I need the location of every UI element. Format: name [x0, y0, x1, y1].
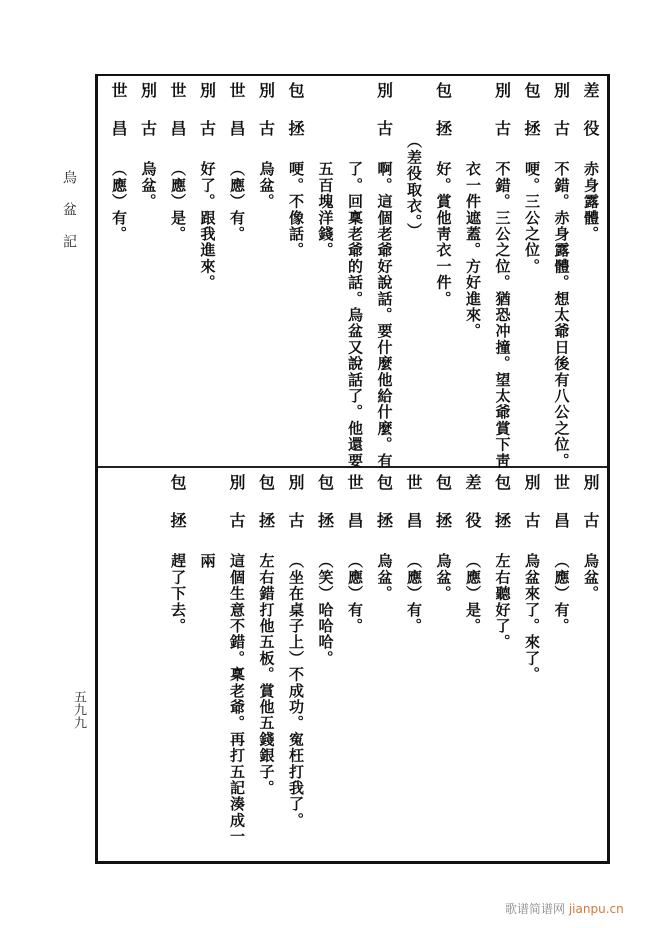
line-text: （應）有。 [346, 553, 364, 634]
bottom-panel [100, 474, 605, 859]
line-text: 哽。三公之位。 [523, 161, 541, 275]
script-line-continuation [192, 474, 222, 859]
line-text: （應）有。 [405, 553, 423, 634]
speaker-name: 包拯 [168, 474, 187, 550]
line-text: 這個生意不錯。稟老爺。再打五記湊成一 [228, 553, 246, 845]
line-text: （差役取衣。） [405, 133, 423, 239]
script-line [222, 474, 252, 859]
line-text: 好了。跟我進來。 [198, 161, 217, 291]
speaker-name: 包拯 [256, 474, 276, 550]
speaker-name: 別古 [551, 82, 571, 158]
line-text: 兩 [198, 553, 217, 570]
speaker-name: 世昌 [345, 474, 364, 550]
speaker-name: 世昌 [168, 82, 187, 158]
script-line [310, 474, 340, 859]
speaker-name: 別古 [286, 474, 305, 550]
script-line [340, 474, 370, 859]
page-number: 五九九 [71, 690, 86, 729]
speaker-name: 世昌 [551, 474, 571, 550]
script-line [487, 82, 517, 469]
speaker-name: 包拯 [374, 474, 394, 550]
script-line [399, 474, 429, 859]
speaker-name: 世昌 [109, 82, 128, 158]
speaker-name: 別古 [492, 82, 512, 158]
speaker-name: 包拯 [433, 474, 453, 550]
line-text: 不錯。三公之位。猶恐冲撞。望太爺賞下靑 [493, 161, 512, 469]
line-text: 烏盆。 [582, 553, 600, 602]
line-text: 烏盆。 [434, 553, 453, 602]
line-text: 烏盆。 [375, 553, 394, 602]
watermark-site-name: 歌谱简谱网 [505, 902, 566, 916]
speaker-name: 別古 [522, 474, 541, 550]
script-line [133, 82, 163, 462]
speaker-name: 世昌 [227, 82, 246, 158]
line-text: 烏盆。 [139, 161, 158, 210]
line-text: 好。賞他靑衣一件。 [434, 161, 453, 307]
speaker-name: 差役 [463, 474, 482, 550]
script-line [428, 82, 458, 462]
line-text: （應）有。 [228, 161, 246, 242]
speaker-name: 別古 [374, 82, 394, 158]
script-line-continuation [340, 82, 370, 469]
script-line [576, 474, 606, 859]
speaker-name: 世昌 [404, 474, 423, 550]
script-line [251, 82, 281, 462]
line-text: 左右聽好了。 [493, 553, 512, 651]
script-line [458, 474, 488, 859]
script-line [163, 474, 193, 859]
speaker-name: 差役 [581, 82, 600, 158]
margin-title: 烏盆記 [61, 170, 77, 266]
line-text: （笑）哈哈哈。 [316, 553, 335, 667]
speaker-name: 包拯 [433, 82, 453, 158]
speaker-name: 包拯 [286, 82, 305, 158]
line-text: （坐在桌子上）不成功。寃枉打我了。 [287, 553, 305, 829]
speaker-name: 別古 [581, 474, 600, 550]
line-text: 衣一件遮蓋。方好進來。 [464, 161, 482, 340]
watermark-url: jianpu.cn [568, 902, 624, 916]
script-line [517, 82, 547, 462]
line-text: 不錯。赤身露體。想太爺日後有八公之位。 [552, 161, 571, 469]
script-line-continuation [310, 82, 340, 462]
line-text: 哽。不像話。 [287, 161, 305, 259]
script-line [222, 82, 252, 462]
script-line [576, 82, 606, 462]
line-text: （應）有。 [110, 161, 128, 242]
script-line [546, 82, 576, 469]
script-line [487, 474, 517, 859]
stage-direction [399, 54, 429, 434]
line-text: 五百塊洋錢。 [316, 161, 335, 259]
line-text: 了。回稟老爺的話。烏盆又說話了。他還要 [346, 161, 364, 469]
line-text: 赤身露體。 [582, 161, 600, 242]
speaker-name: 別古 [138, 82, 158, 158]
line-text: 烏盆。 [257, 161, 276, 210]
script-line [281, 474, 311, 859]
speaker-name: 包拯 [315, 474, 335, 550]
speaker-name: 別古 [227, 474, 246, 550]
line-text: 烏盆來了。來了。 [523, 553, 541, 683]
script-line-continuation [458, 82, 488, 462]
line-text: 趕了下去。 [169, 553, 187, 634]
line-text: 左右錯打他五板。賞他五錢銀子。 [257, 553, 276, 796]
script-line [428, 474, 458, 859]
script-line [192, 82, 222, 462]
speaker-name: 包拯 [522, 82, 541, 158]
script-line [281, 82, 311, 462]
line-text: （應）有。 [552, 553, 571, 634]
script-line [369, 82, 399, 469]
top-panel [100, 82, 605, 469]
script-line [546, 474, 576, 859]
speaker-name: 別古 [256, 82, 276, 158]
script-line [369, 474, 399, 859]
script-line [517, 474, 547, 859]
line-text: （應）是。 [169, 161, 187, 242]
script-line [163, 82, 193, 462]
script-line [104, 82, 134, 462]
speaker-name: 包拯 [492, 474, 512, 550]
line-text: （應）是。 [464, 553, 482, 634]
site-watermark [505, 900, 624, 917]
script-line [251, 474, 281, 859]
line-text: 啊。這個老爺好說話。要什麼他給什麼。有 [375, 161, 394, 469]
speaker-name: 別古 [197, 82, 217, 158]
